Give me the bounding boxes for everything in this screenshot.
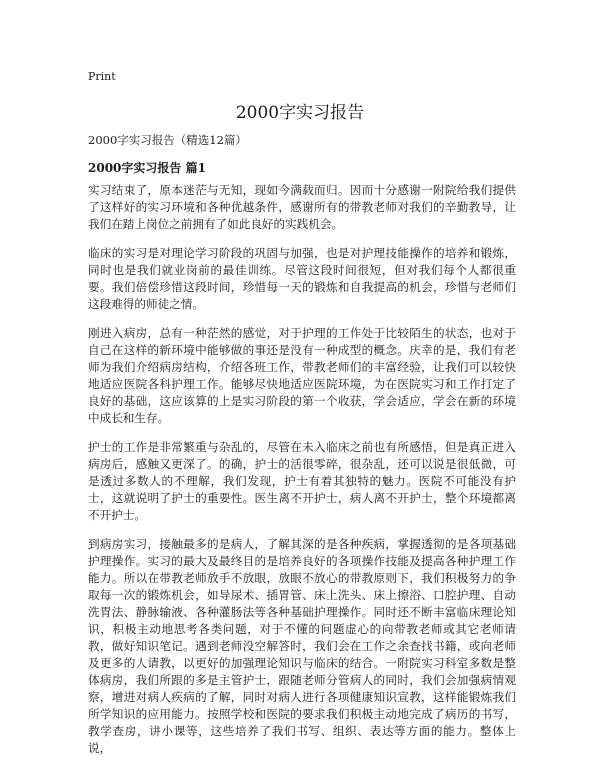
- paragraph: 临床的实习是对理论学习阶段的巩固与加强，也是对护理技能操作的培养和锻炼，同时也是我们就业岗前的最佳训练。尽管这段时间很短，但对我们每个人都很重要。我们倍偿珍惜这段时间，珍惜每一天的锻炼和自我提高的机会，珍惜与老师们这段难得的师徒之情。: [88, 246, 516, 311]
- paragraph: 到病房实习，接触最多的是病人，了解其深的是各种疾病，掌握透彻的是各项基础护理操作。实习的最大及最终目的是培养良好的各项操作技能及提高各种护理工作能力。所以在带教老师放手不放眼，放眼不放心的带教原则下，我们积极努力的争取每一次的锻炼机会，如导尿术、插胃管、床上洗头、床上擦浴、口腔护理、自动洗胃法、静脉输液、各种灌肠法等各种基础护理操作。同时还不断丰富临床理论知识，积极主动地思考各类问题，对于不懂的问题虚心的向带教老师或其它老师请教，做好知识笔记。遇到老师没空解答时，我们会在工作之余查找书籍，或向老师及更多的人请教，以更好的加强理论知识与临床的结合。一附院实习科室多数是整体病房，我们所跟的多是主管护士，跟随老师分管病人的同时，我们会加强病情观察，增进对病人疾病的了解，同时对病人进行各项健康知识宣教，这样能锻炼我们所学知识的应用能力。按照学校和医院的要求我们积极主动地完成了病历的书写，教学查房，讲小课等，这些培养了我们书写、组织、表达等方面的能力。整体上说，: [88, 537, 516, 755]
- section-heading: 2000字实习报告 篇1: [88, 161, 206, 175]
- paragraph: 护士的工作是非常繁重与杂乱的，尽管在未入临床之前也有所感悟，但是真正进入病房后，感触又更深了。的确，护士的活很零碎，很杂乱，还可以说是很低微，可是透过多数人的不理解，我们发现，护士有着其独特的魅力。医院不可能没有护士，这就说明了护士的重要性。医生离不开护士，病人离不开护士，整个环境都离不开护士。: [88, 440, 516, 522]
- document-subtitle: 2000字实习报告（精选12篇）: [88, 133, 247, 147]
- page-title: 2000字实习报告: [235, 103, 365, 123]
- body-text: [88, 182, 516, 769]
- print-link[interactable]: Print: [88, 70, 116, 83]
- paragraph: 实习结束了，原本迷茫与无知，现如今满载而归。因而十分感谢一附院给我们提供了这样好的实习环境和各种优越条件，感谢所有的带教老师对我们的辛勤教导，让我们在踏上岗位之前拥有了如此良好的实践机会。: [88, 183, 516, 231]
- paragraph: 刚进入病房，总有一种茫然的感觉，对于护理的工作处于比较陌生的状态，也对于自己在这样的新环境中能够做的事还是没有一种成型的概念。庆幸的是，我们有老师为我们介绍病房结构，介绍各班工作，带教老师们的丰富经验，让我们可以较快地适应医院各科护理工作。能够尽快地适应医院环境，为在医院实习和工作打定了良好的基础，这应该算的上是实习阶段的第一个收获，学会适应，学会在新的环境中成长和生存。: [88, 326, 516, 425]
